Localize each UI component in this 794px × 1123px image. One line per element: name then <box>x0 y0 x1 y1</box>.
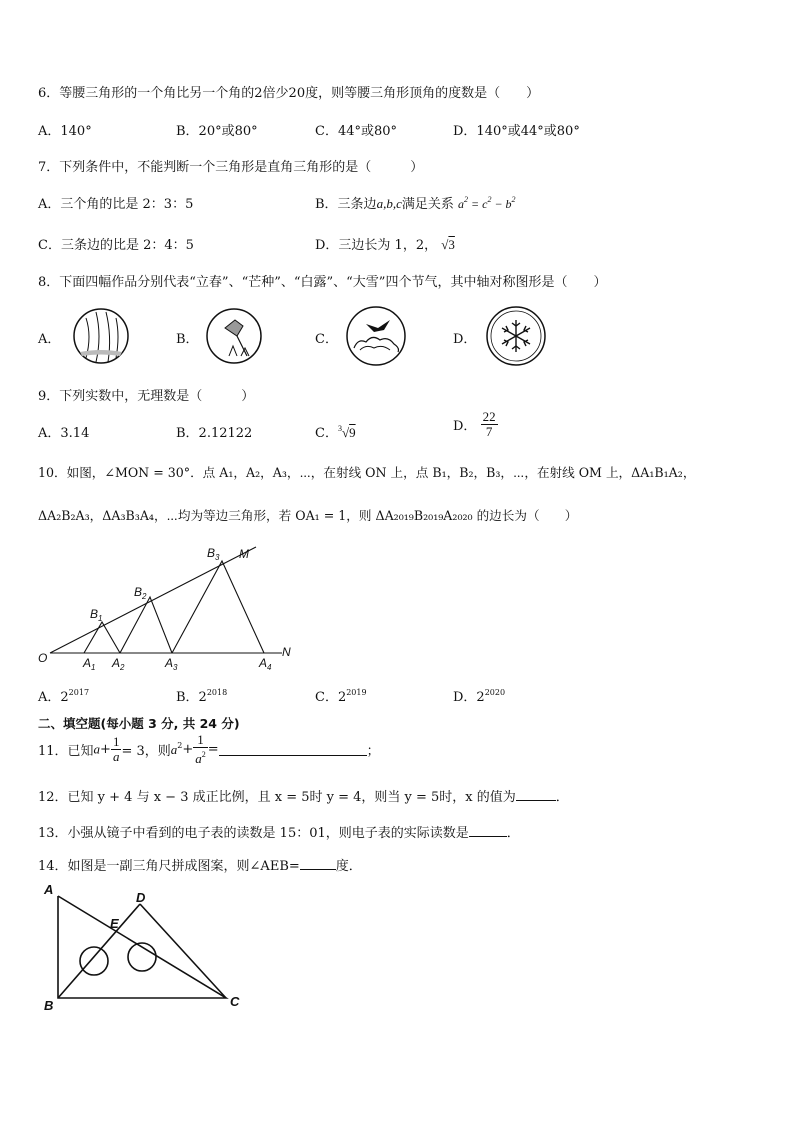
q9-stem: 9．下列实数中，无理数是（ ） <box>38 389 255 404</box>
svg-text:2: 2 <box>142 592 147 601</box>
bailu-figure <box>344 304 408 368</box>
label-b1: B <box>90 607 99 621</box>
label-d: D <box>136 890 146 905</box>
q10-option-b: B．$2^{2018}$ <box>176 688 228 705</box>
q11-stem: 11．已知a+ $\frac{1}{a}$ = 3，则$a^2+$ $\frac{1}{a^2}$ = ； <box>38 732 380 766</box>
q7-option-a: A．三个角的比是 2：3：5 <box>38 197 194 212</box>
q8-option-d: D． <box>453 332 477 347</box>
daxue-figure <box>484 304 548 368</box>
lichun-figure <box>70 306 134 366</box>
q10-option-d: D．$2^{2020}$ <box>453 688 506 705</box>
q10-figure <box>34 540 304 672</box>
q6-option-d: D．140°或44°或80° <box>453 124 580 139</box>
q8-stem: 8．下面四幅作品分别代表“立春”、“芒种”、“白露”、“大雪”四个节气，其中轴对称图形是（ ） <box>38 275 607 290</box>
q12-stem: 12．已知 y + 4 与 x − 3 成正比例，且 x = 5时 y = 4，则当 y = 5时，x 的值为 ． <box>38 790 569 805</box>
q7-stem: 7．下列条件中，不能判断一个三角形是直角三角形的是（ ） <box>38 160 424 175</box>
q14-figure <box>40 878 250 1014</box>
q9-option-a: A．3.14 <box>38 426 90 441</box>
q6-option-c: C．44°或80° <box>315 124 398 139</box>
mangzhong-figure <box>203 306 267 366</box>
label-o: O <box>38 651 48 665</box>
q6-option-b: B．20°或80° <box>176 124 258 139</box>
label-a2: A <box>112 656 121 670</box>
svg-text:3: 3 <box>173 663 178 672</box>
label-n: N <box>282 645 291 659</box>
svg-text:4: 4 <box>267 663 272 672</box>
q12-answer-blank[interactable] <box>516 788 556 801</box>
q8-option-a: A． <box>38 332 61 347</box>
section-title: 二、填空题(每小题 3 分, 共 24 分) <box>38 716 240 731</box>
label-m: M <box>239 547 249 561</box>
label-a4: A <box>259 656 268 670</box>
svg-text:1: 1 <box>91 663 96 672</box>
q7-option-c: C．三条边的比是 2：4：5 <box>38 238 194 253</box>
q9-option-d: D． $\frac{22}{7}$ <box>453 409 496 439</box>
q13-stem: 13．小强从镜子中看到的电子表的读数是 15：01，则电子表的实际读数是 ． <box>38 826 520 841</box>
q10-stem-line2: ΔA₂B₂A₃，ΔA₃B₃A₄，⋯均为等边三角形，若 OA₁ = 1，则 ΔA₂₀₁₉B₂₀₁₉A₂₀₂₀ 的边长为（ ） <box>38 508 578 523</box>
q7-option-d: D．三边长为 1，2， √3 <box>315 237 455 253</box>
label-a: A <box>44 882 54 897</box>
q10-option-a: A．$2^{2017}$ <box>38 688 90 705</box>
label-b2: B <box>134 585 143 599</box>
q9-option-c: C．$^3$√9 <box>315 424 356 441</box>
q8-option-b: B． <box>176 332 199 347</box>
label-a3: A <box>165 656 174 670</box>
q10-option-c: C．$2^{2019}$ <box>315 688 367 705</box>
q14-answer-blank[interactable] <box>300 857 336 870</box>
q8-option-c: C． <box>315 332 338 347</box>
label-a1: A <box>83 656 92 670</box>
q6-stem: 6．等腰三角形的一个角比另一个角的2倍少20度，则等腰三角形顶角的度数是（ ） <box>38 86 540 101</box>
label-c: C <box>230 994 240 1009</box>
q11-answer-blank[interactable] <box>219 743 367 756</box>
svg-text:3: 3 <box>215 553 220 562</box>
label-b: B <box>44 998 54 1013</box>
svg-text:1: 1 <box>98 614 103 623</box>
label-b3: B <box>207 546 216 560</box>
q13-answer-blank[interactable] <box>469 824 507 837</box>
q9-option-b: B．2.12122 <box>176 426 253 441</box>
q14-stem: 14．如图是一副三角尺拼成图案，则∠AEB= 度． <box>38 859 362 874</box>
label-e: E <box>110 916 119 931</box>
q7-option-b: B．三条边a,b,c满足关系 $a^2 = c^2 - b^2$ <box>315 195 516 212</box>
svg-text:2: 2 <box>120 663 125 672</box>
q10-stem-line1: 10．如图，∠MON = 30°．点 A₁，A₂，A₃，⋯，在射线 ON 上，点 B₁，B₂，B₃，⋯，在射线 OM 上，ΔA₁B₁A₂， <box>38 465 696 480</box>
q6-option-a: A．140° <box>38 124 92 139</box>
